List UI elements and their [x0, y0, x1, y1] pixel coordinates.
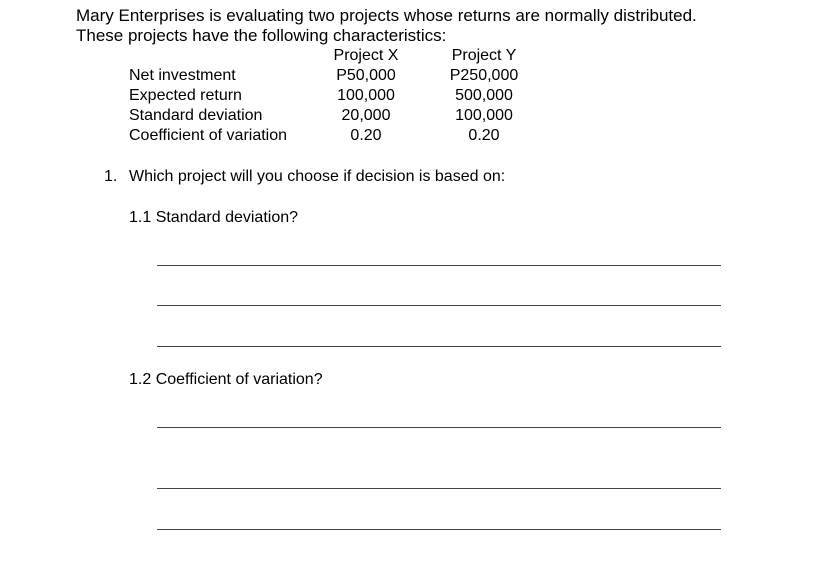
question-text: Which project will you choose if decision is based on:: [129, 168, 506, 185]
cell-y-coefficient-of-variation: 0.20: [468, 127, 500, 144]
cell-x-coefficient-of-variation: 0.20: [350, 127, 382, 144]
answer-line[interactable]: [157, 305, 721, 306]
cell-x-expected-return: 100,000: [337, 87, 395, 104]
row-label-standard-deviation: Standard deviation: [129, 107, 263, 124]
answer-line[interactable]: [157, 488, 721, 489]
row-label-coefficient-of-variation: Coefficient of variation: [129, 127, 288, 144]
subquestion-1-1: 1.1 Standard deviation?: [129, 209, 299, 226]
intro-line-2: These projects have the following characteristics:: [76, 26, 447, 45]
answer-line[interactable]: [157, 529, 721, 530]
row-label-net-investment: Net investment: [129, 67, 236, 84]
cell-x-net-investment: P50,000: [336, 67, 396, 84]
subquestion-1-2: 1.2 Coefficient of variation?: [129, 371, 323, 388]
answer-line[interactable]: [157, 265, 721, 266]
answer-line[interactable]: [157, 346, 721, 347]
cell-y-expected-return: 500,000: [455, 87, 513, 104]
header-project-y: Project Y: [451, 47, 517, 64]
cell-y-net-investment: P250,000: [449, 67, 519, 84]
cell-x-standard-deviation: 20,000: [341, 107, 391, 124]
intro-line-1: Mary Enterprises is evaluating two projects whose returns are normally distributed.: [76, 6, 697, 25]
answer-line[interactable]: [157, 427, 721, 428]
header-project-x: Project X: [333, 47, 399, 64]
question-number: 1.: [104, 168, 118, 185]
row-label-expected-return: Expected return: [129, 87, 242, 104]
cell-y-standard-deviation: 100,000: [455, 107, 513, 124]
